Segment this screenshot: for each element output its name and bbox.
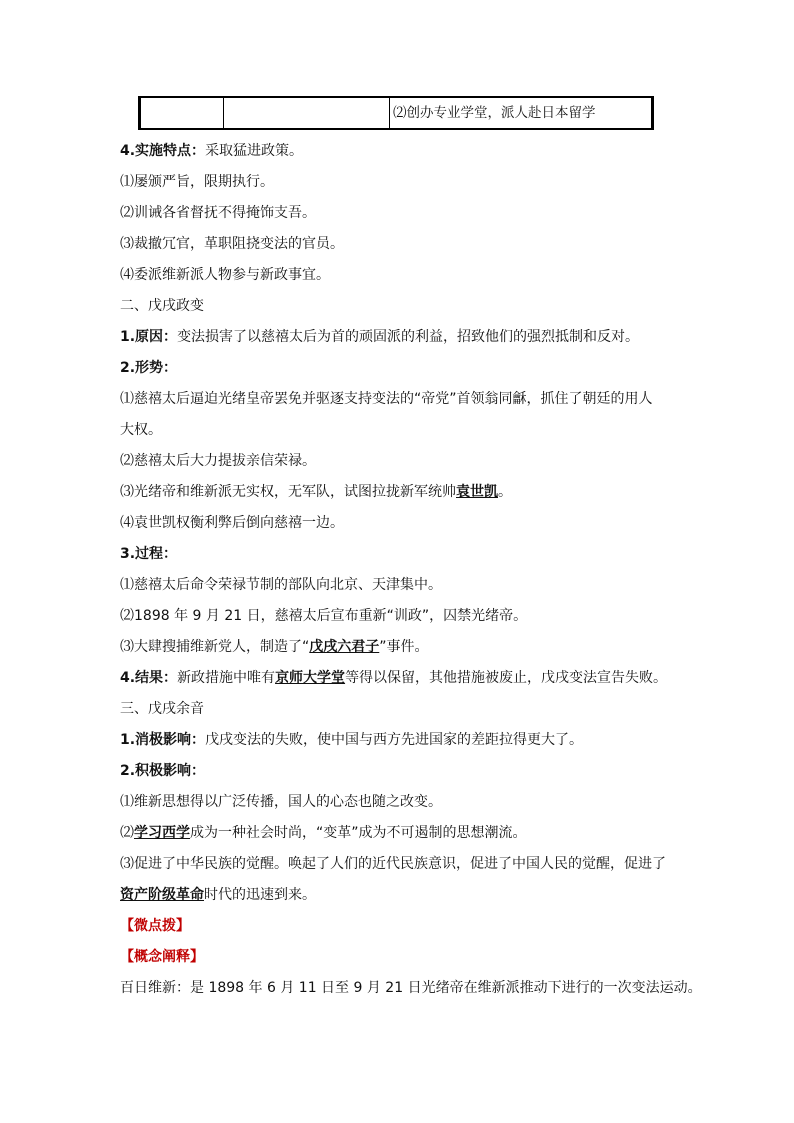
list-text: 时代的迅速到来。: [204, 887, 316, 903]
list-text: ”事件。: [379, 639, 429, 655]
heading-coup: 二、戊戌政变: [120, 298, 204, 314]
result-label: 4.结果：: [120, 670, 178, 686]
tip-heading: 【微点拨】: [120, 918, 190, 934]
cause-text: 变法损害了以慈禧太后为首的顽固派的利益，招致他们的强烈抵制和反对。: [177, 329, 640, 345]
cause-label: 1.原因：: [120, 329, 178, 345]
list-text: 。: [498, 484, 512, 500]
negative-text: 戊戌变法的失败，使中国与西方先进国家的差距拉得更大了。: [205, 732, 584, 748]
list-item-continuation: [120, 886, 316, 904]
concept-heading: 【概念阐释】: [120, 949, 204, 965]
process-heading: 3.过程：: [120, 546, 178, 562]
list-item: ⑴维新思想得以广泛传播，国人的心态也随之改变。: [120, 794, 442, 810]
positive-heading: 2.积极影响：: [120, 763, 206, 779]
result-paragraph: [120, 669, 667, 687]
negative-impact-paragraph: [120, 731, 583, 749]
section-4-paragraph: [120, 142, 303, 160]
table-cell: ⑵创办专业学堂，派人赴日本留学: [393, 105, 596, 121]
reform-table-fragment: [138, 96, 654, 130]
underlined-key-term: 资产阶级革命: [120, 887, 204, 903]
result-text: 等得以保留，其他措施被废止，戊戌变法宣告失败。: [345, 670, 668, 686]
list-item: ⑵训诫各省督抚不得掩饰支吾。: [120, 205, 316, 221]
list-item: ⑷委派维新派人物参与新政事宜。: [120, 267, 330, 283]
process-label: [120, 545, 177, 563]
list-item: ⑴屡颁严旨，限期执行。: [120, 174, 274, 190]
positive-label: [120, 762, 205, 780]
negative-label: 1.消极影响：: [120, 732, 206, 748]
list-item: ⑵1898 年 9 月 21 日，慈禧太后宣布重新“训政”，囚禁光绪帝。: [120, 608, 528, 624]
list-item: ⑶促进了中华民族的觉醒。唤起了人们的近代民族意识，促进了中国人民的觉醒，促进了: [120, 856, 666, 872]
list-item: ⑴慈禧太后命令荣禄节制的部队向北京、天津集中。: [120, 577, 442, 593]
situation-heading: 2.形势：: [120, 360, 178, 376]
section-text: 采取猛进政策。: [205, 143, 304, 159]
table-divider: [223, 98, 224, 128]
underlined-key-term: 戊戌六君子: [309, 639, 380, 655]
table-divider: [389, 98, 390, 128]
list-item: ⑵慈禧太后大力提拔亲信荣禄。: [120, 453, 316, 469]
list-item: ⑴慈禧太后逼迫光绪皇帝罢免并驱逐支持变法的“帝党”首领翁同龢，抓住了朝廷的用人: [120, 391, 653, 407]
list-text: ⑵: [120, 825, 134, 841]
list-text: ⑶大肆搜捕维新党人，制造了“: [120, 639, 310, 655]
underlined-key-term: 学习西学: [134, 825, 190, 841]
list-item: [120, 638, 429, 656]
list-item: ⑷袁世凯权衡利弊后倒向慈禧一边。: [120, 515, 344, 531]
result-text: 新政措施中唯有: [177, 670, 276, 686]
list-text: 成为一种社会时尚，“变革”成为不可遏制的思想潮流。: [190, 825, 527, 841]
situation-label: [120, 359, 177, 377]
cause-paragraph: [120, 328, 639, 346]
list-item: [120, 483, 512, 501]
section-label: 4.实施特点：: [120, 143, 206, 159]
concept-paragraph: 百日维新：是 1898 年 6 月 11 日至 9 月 21 日光绪帝在维新派推动下进行的一次变法运动。: [120, 980, 702, 996]
list-item: ⑶裁撤冗官，革职阻挠变法的官员。: [120, 236, 344, 252]
list-text: ⑶光绪帝和维新派无实权，无军队，试图拉拢新军统帅: [120, 484, 456, 500]
heading-aftermath: 三、戊戌余音: [120, 701, 204, 717]
list-item: [120, 824, 527, 842]
list-item-continuation: 大权。: [120, 422, 162, 438]
underlined-key-term: 京师大学堂: [275, 670, 346, 686]
underlined-key-term: 袁世凯: [456, 484, 498, 500]
